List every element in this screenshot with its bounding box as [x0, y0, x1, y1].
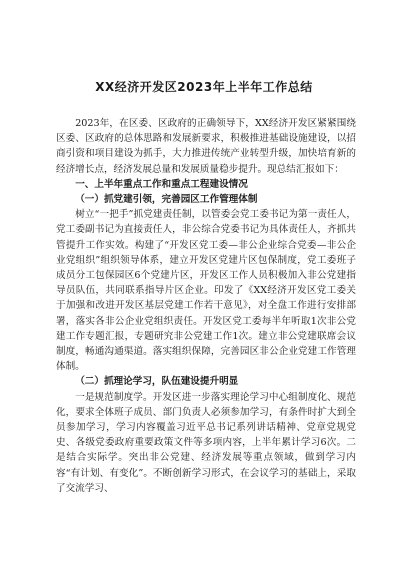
document-body [56, 116, 356, 496]
subsection-2-heading: （二）抓理论学习，队伍建设提升明显 [75, 376, 239, 388]
subsection-2-paragraph: 一是规范制度学。开发区进一步落实理论学习中心组制度化、规范化，要求全体班子成员、部门负责人必须参加学习，有条件时扩大到全员参加学习，学习内容覆盖习近平总书记系列讲话精神、党章党规党史、各级党委政府重要政策文件等多项内容，上半年累计学习6次。二是结合实际学。突出非公党建、经济发展等重点领域，做到学习内容“有计划、有变化”。不断创新学习形式，在会议学习的基础上，采取了交流学习、 [56, 391, 356, 494]
section-1-heading: 一、上半年重点工作和重点工程建设情况 [75, 178, 248, 190]
subsection-1-heading: （一）抓党建引领，完善园区工作管理体制 [75, 194, 258, 206]
subsection-1-paragraph: 树立“一把手”抓党建责任制，以管委会党工委书记为第一责任人，党工委副书记为直接责任人，非公综合党委书记为具体责任人，齐抓共管提升工作实效。构建了“开发区党工委—非公企业综合党委—非公企业党组织”组织领导体系，建立开发区党建片区包保制度，党工委班子成员分工包保园区6个党建片区，开发区工作人员积极加入非公党建指导员队伍，共同联系指导片区企业。印发了《XX经济开发区党工委关于加强和改进开发区基层党建工作若干意见》，对全盘工作进行安排部署，落实各非公企业党组织责任。开发区党工委每半年听取1次非公党建工作专题汇报，专题研究非公党建工作1次。建立非公党建联席会议制度，畅通沟通渠道。落实组织保障，完善园区非公企业党建工作管理体制。 [56, 209, 356, 373]
intro-paragraph: 2023年，在区委、区政府的正确领导下，XX经济开发区紧紧围绕区委、区政府的总体思路和发展新要求，积极推进基础设施建设，以招商引资和项目建设为抓手，大力推进传统产业转型升级，加快培育新的经济增长点，经济发展总量和发展质量稳步提升。现总结汇报如下： [56, 118, 356, 175]
document-title: XX经济开发区2023年上半年工作总结 [95, 80, 313, 94]
